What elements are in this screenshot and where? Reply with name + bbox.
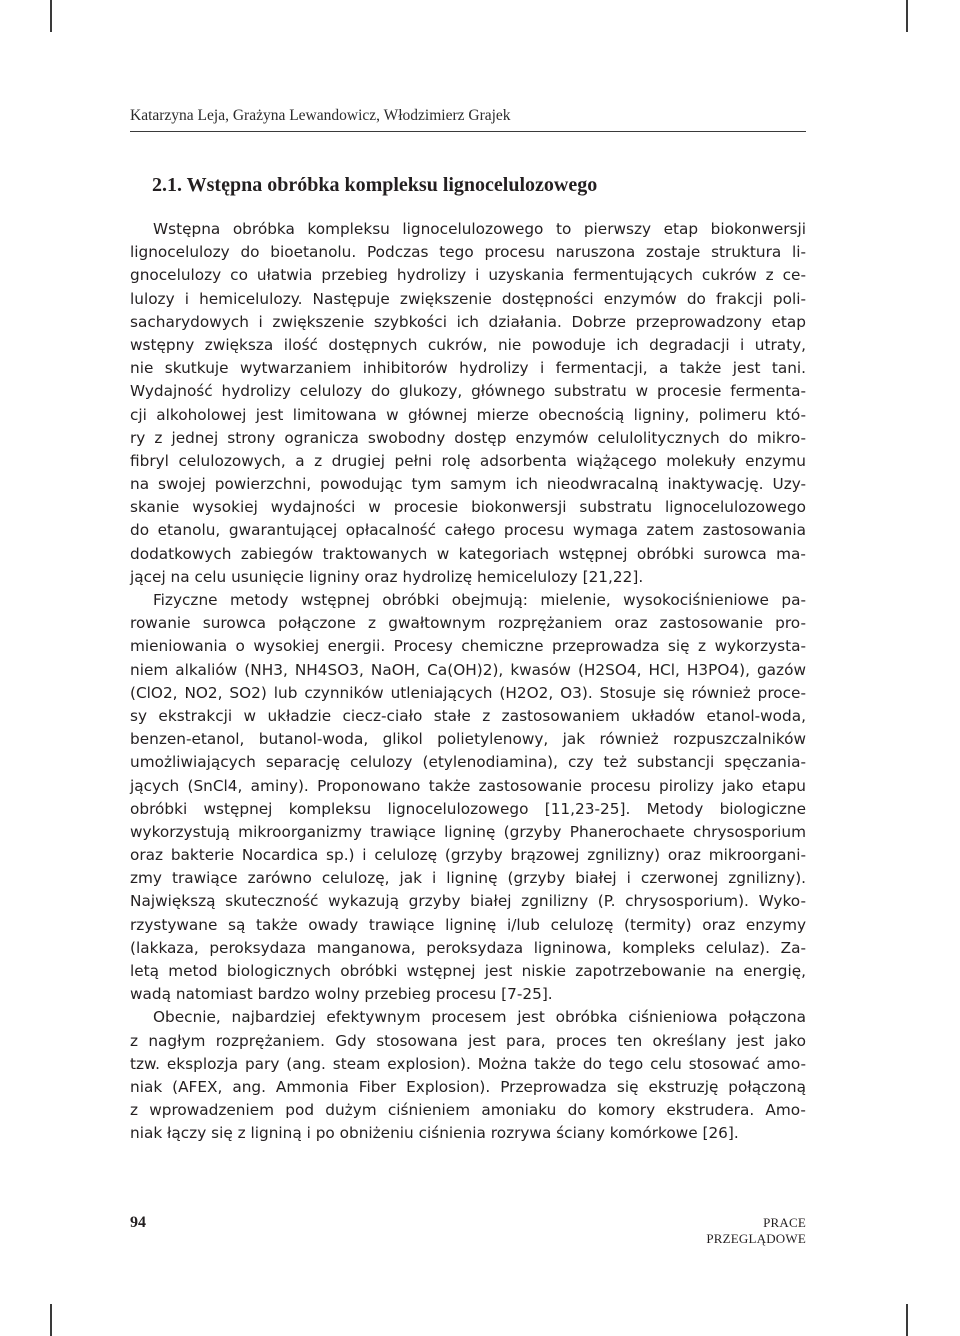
page-number: 94: [130, 1214, 146, 1231]
crop-mark-top-right: [906, 0, 908, 32]
text-line: Wstępna obróbka kompleksu lignocelulozowego to pierwszy etap biokonwersji: [153, 220, 806, 238]
text-line: Fizyczne metody wstępnej obróbki obejmują: mielenie, wysokociśnieniowe pa-: [153, 591, 806, 609]
text-line: Największą skuteczność wykazują grzyby białej zgnilizny (P. chrysosporium). Wyko-: [130, 892, 806, 911]
text-line: wadą natomiast bardzo wolny przebieg procesu [7-25].: [130, 985, 553, 1004]
text-line: rzystywane są także owady trawiące ligninę i/lub celulozę (termity) oraz enzymy: [130, 915, 807, 934]
text-line: (lakkaza, peroksydaza manganowa, peroksydaza ligninowa, kompleks celulaz). Za-: [130, 938, 806, 957]
text-line: niak (AFEX, ang. Ammonia Fiber Explosion). Przeprowadza się ekstruzję połączoną: [130, 1077, 806, 1096]
text-line: tzw. eksplozja pary (ang. steam explosion). Można także do tego celu stosować amo-: [130, 1054, 807, 1073]
text-line: rowanie surowca połączone z gwałtownym rozprężaniem oraz zastosowanie pro-: [130, 614, 806, 633]
text-line: do etanolu, gwarantującej opłacalność całego procesu wymaga zatem zastosowania: [130, 521, 806, 540]
text-line: (ClO2, NO2, SO2) lub czynników utleniających (H2O2, O3). Stosuje się również proce-: [130, 683, 806, 702]
text-line: sacharydowych i zwiększenie szybkości ich działania. Dobrze przeprowadzony etap: [130, 312, 806, 331]
text-line: lignocelulozy do bioetanolu. Podczas tego procesu naruszona zostaje struktura li-: [130, 243, 807, 262]
text-line: skanie wysokiej wydajności w procesie biokonwersji substratu lignocelulozowego: [130, 498, 806, 517]
text-line: sy ekstrakcji w układzie ciecz-ciało stałe z zastosowaniem układów etanol-woda,: [130, 706, 806, 725]
text-line: fibryl celulozowych, a z drugiej pełni rolę adsorbenta wiążącego molekuły enzymu: [130, 451, 806, 470]
text-line: lulozy i hemicelulozy. Następuje zwiększenie dostępności enzymów do frakcji poli-: [130, 289, 806, 308]
text-line: umożliwiających separację celulozy (etylenodiamina), czy też substancji spęczania-: [130, 753, 807, 772]
text-line: benzen-etanol, butanol-woda, glikol polietylenowy, jak również rozpuszczalników: [130, 730, 807, 749]
body-text: [130, 218, 806, 1146]
text-line: jących (SnCl4, aminy). Proponowano także zastosowanie procesu pirolizy jako etapu: [130, 776, 806, 795]
text-line: wstępny zwiększa ilość dostępnych cukrów, nie powoduje ich degradacji i utraty,: [130, 335, 807, 354]
text-line: mieniowania o wysokiej energii. Procesy chemiczne przeprowadza się z wykorzysta-: [130, 637, 807, 656]
text-line: gnocelulozy co ułatwia przebieg hydrolizy i uzyskania fermentujących cukrów z ce-: [130, 266, 806, 285]
crop-mark-top-left: [50, 0, 52, 32]
journal-section-name: PRACE PRZEGLĄDOWE: [706, 1215, 806, 1246]
text-line: dodatkowych zabiegów traktowanych w kategoriach wstępnej obróbki surowca ma-: [130, 544, 806, 563]
text-line: niem alkaliów (NH3, NH4SO3, NaOH, Ca(OH)2), kwasów (H2SO4, HCl, H3PO4), gazów: [130, 660, 806, 679]
text-line: Wydajność hydrolizy celulozy do glukozy, głównego substratu w procesie fermenta-: [130, 382, 806, 401]
text-line: wykorzystują mikroorganizmy trawiące ligninę (grzyby Phanerochaete chrysosporium: [130, 822, 807, 841]
text-line: ry z jednej strony ogranicza swobodny dostęp enzymów celulolitycznych do mikro-: [130, 428, 807, 447]
text-line: letą metod biologicznych obróbki wstępnej jest niskie zapotrzebowanie na energię,: [130, 962, 806, 980]
text-line: Obecnie, najbardziej efektywnym procesem jest obróbka ciśnieniowa połączona: [153, 1008, 806, 1027]
text-line: oraz bakterie Nocardica sp.) i celulozę (grzyby brązowej zgnilizny) oraz mikroorgani-: [130, 846, 806, 865]
text-line: z nagłym rozprężaniem. Gdy stosowana jest para, proces ten określany jest jako: [130, 1031, 806, 1050]
text-line: na swojej powierzchni, powodując tym samym ich nieodwracalną inaktywację. Uzy-: [130, 475, 807, 494]
text-line: nie skutkuje wytwarzaniem inhibitorów hydrolizy i fermentacji, a także jest tani.: [130, 359, 807, 378]
text-line: cji alkoholowej jest limitowana w głównej mierze obecnością ligniny, polimeru któ-: [130, 405, 807, 424]
crop-mark-bottom-right: [906, 1304, 908, 1336]
text-line: jącej na celu usunięcie ligniny oraz hydrolizę hemicelulozy [21,22].: [130, 567, 644, 586]
text-line: z wprowadzeniem pod dużym ciśnieniem amoniaku do komory ekstrudera. Amo-: [130, 1101, 806, 1120]
section-heading: 2.1. Wstępna obróbka kompleksu lignocelulozowego: [152, 174, 598, 196]
text-line: obróbki wstępnej kompleksu lignocelulozowego [11,23-25]. Metody biologiczne: [130, 799, 807, 818]
text-line: zmy trawiące zarówno celulozę, jak i ligninę (grzyby białej i czerwonej zgnilizny).: [130, 869, 807, 888]
crop-mark-bottom-left: [50, 1304, 52, 1336]
text-line: niak łączy się z ligniną i po obniżeniu ciśnienia rozrywa ściany komórkowe [26].: [130, 1124, 739, 1143]
running-header-authors: Katarzyna Leja, Grażyna Lewandowicz, Włodzimierz Grajek: [130, 107, 806, 132]
